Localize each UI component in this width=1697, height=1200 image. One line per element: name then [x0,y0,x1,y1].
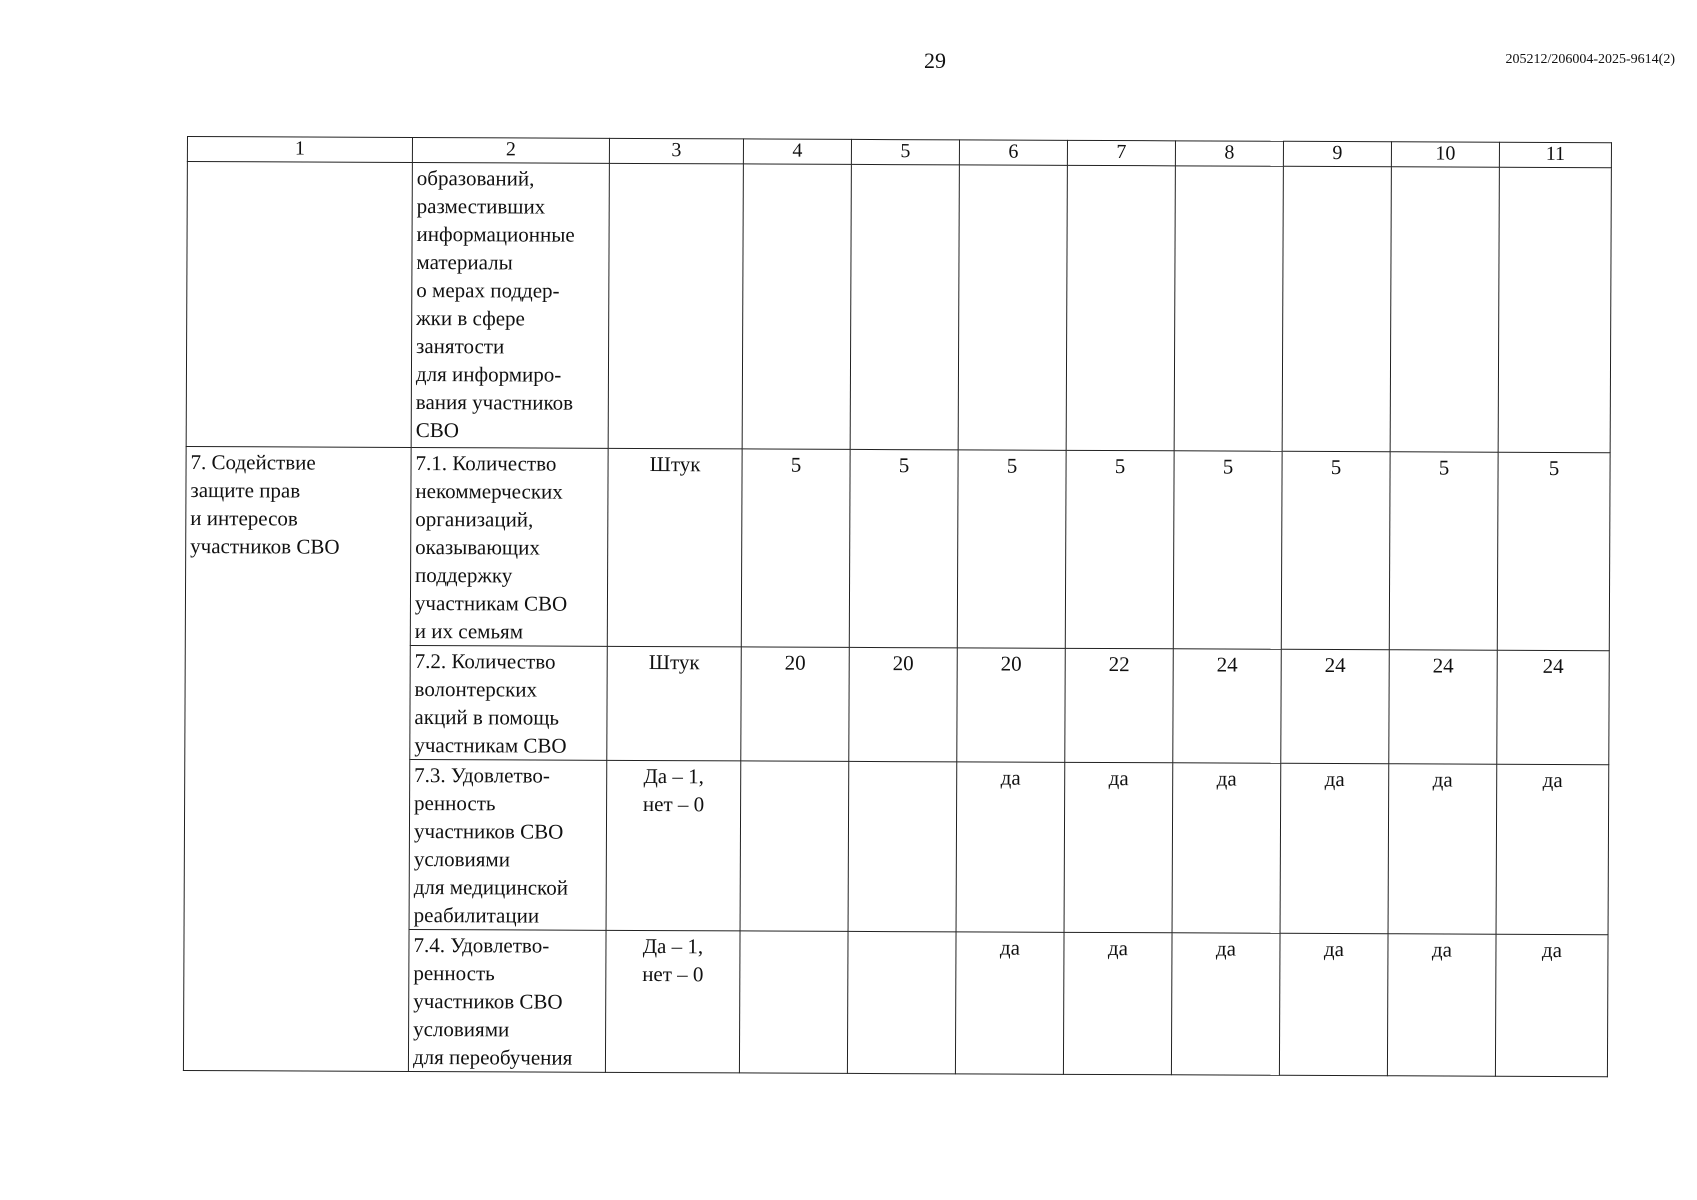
value-cell: 5 [1173,451,1282,649]
table-cell-empty [1174,166,1283,451]
value-cell: 20 [957,648,1065,762]
column-number: 9 [1283,141,1391,166]
unit-cell: Да – 1, нет – 0 [606,760,741,931]
section-title-cell: 7. Содействие защите прав и интересов участников СВО [183,446,411,1071]
table-cell-empty [742,164,851,449]
value-cell: 5 [849,449,958,647]
table-cell-empty [608,163,743,449]
table-cell-empty [1066,165,1175,450]
unit-cell: Да – 1, нет – 0 [605,930,740,1073]
value-cell: 5 [1065,450,1174,648]
table-row-7-1 [185,446,1610,650]
indicators-table-wrapper [183,136,1611,1077]
value-cell: да [1171,933,1280,1075]
table-cell-empty [1390,167,1499,452]
value-cell: да [1172,763,1281,933]
column-number: 5 [851,139,959,164]
indicator-cell: 7.1. Количество некоммерческих организаций, оказывающих поддержку участникам СВО и их семьям [410,447,608,646]
value-cell: 5 [1389,452,1498,650]
page-number: 29 [924,48,946,73]
value-cell: 20 [849,647,957,761]
value-cell: 5 [1497,452,1610,650]
document-code: 205212/206004-2025-9614(2) [1505,52,1675,67]
column-number: 3 [609,138,743,164]
value-cell: да [1495,934,1608,1076]
table-cell-empty [1282,166,1391,451]
value-cell: да [1279,933,1388,1075]
value-cell [740,761,849,931]
unit-cell: Штук [607,448,742,647]
table-cell-empty [850,164,959,449]
value-cell: да [1387,934,1496,1076]
indicator-cell: 7.2. Количество волонтерских акций в помощь участникам СВО [410,645,607,760]
column-number: 8 [1175,141,1283,166]
table-cell-empty [1498,167,1611,452]
value-cell: 5 [957,450,1066,648]
value-cell: да [1064,762,1173,932]
column-number: 7 [1067,140,1175,165]
value-cell: 24 [1281,649,1389,763]
table-cell-empty [186,162,412,448]
value-cell: да [1388,764,1497,934]
value-cell: 24 [1497,650,1609,764]
value-cell: 5 [741,449,850,647]
column-number: 11 [1499,142,1611,167]
value-cell: 20 [741,647,849,761]
value-cell [739,931,848,1073]
value-cell: да [956,762,1065,932]
value-cell: 24 [1173,649,1281,763]
column-number: 4 [743,139,851,164]
value-cell: да [1280,763,1389,933]
value-cell: да [955,932,1064,1074]
indicator-cell: 7.4. Удовлетво- ренность участников СВО условиями для переобучения [408,929,606,1072]
indicator-continuation-cell: образований, разместивших информационные материалы о мерах поддер- жки в сфере занятости для информиро- вания участников СВО [411,162,609,448]
column-number: 2 [412,137,609,163]
value-cell: да [1496,764,1609,934]
indicator-cell: 7.3. Удовлетво- ренность участников СВО условиями для медицинской реабилитации [409,759,607,930]
table-row-continuation [186,162,1611,453]
column-number: 1 [187,137,412,163]
value-cell [847,931,956,1073]
value-cell: 22 [1065,648,1173,762]
column-number: 10 [1391,142,1499,167]
value-cell [848,761,957,931]
value-cell: 24 [1389,650,1497,764]
column-number: 6 [959,140,1067,165]
value-cell: да [1063,932,1172,1074]
value-cell: 5 [1281,451,1390,649]
table-cell-empty [958,165,1067,450]
unit-cell: Штук [607,646,741,761]
indicators-table [183,136,1612,1077]
